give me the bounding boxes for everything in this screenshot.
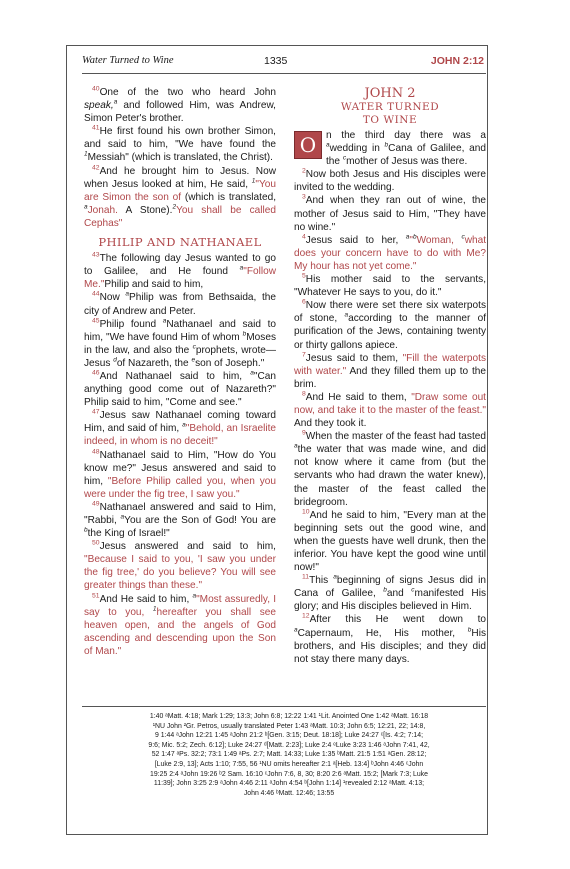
right-verse [294,168,486,194]
running-head-right: JOHN 2:12 [430,55,484,67]
words-of-christ: My hour has not yet come." [294,260,417,272]
footnote-marker: a [120,513,125,521]
verse-text: Jesus answered and said to him, [99,541,276,553]
footnote-marker: a [344,311,349,319]
footnote-line: 52 1:47 ᵃPs. 32:2; 73:1 1:49 ᵃPs. 2:7; Matt. 14:33; Luke 1:35 ᵇMatt. 21:5 1:51 ᵃGen. 28:12; [151,751,427,759]
footnote-marker: b [384,141,389,149]
verse-text: Nathanael said to Him, "How do You know me?" Jesus answered and said to him, [84,449,276,487]
footnote-line: ¹NU John ²Gr. Petros, usually translated Peter 1:43 ᵃMatt. 10:3; John 6:5; 12:21, 22; 14:8, [152,722,426,730]
verse-text: After this He went down to [309,614,486,626]
words-of-christ: hereafter [156,606,197,618]
footnote-marker: a [192,592,197,600]
right-verse [294,613,486,665]
verse-text: Andrew, Simon Peter's brother. [84,100,276,125]
verse-number: 2 [302,167,306,175]
words-of-christ: Jonah. [87,204,126,216]
verse-text: And he said to him, "Every man at the beginning sets out the good wine, and when the guests have well drunk, then the inferior. You have kept the good wine until now!" [294,509,486,574]
verse-number: 7 [302,351,306,359]
footnote-marker: b [412,233,417,241]
verse-number: 47 [92,408,100,416]
footnote-marker: a [326,141,330,149]
verse-text: Moses in the law, and also the [84,331,276,356]
footnote-line: [Luke 2:9, 13]; Acts 1:10; 7:55, 56 ¹NU omits hereafter 2:1 ᵃ[Heb. 13:4] ᵇJohn 4:46 ᶜJohn [154,760,424,768]
verse-text: And He said to him, [99,593,193,605]
words-of-christ: "Most assuredly, I say to you, [84,593,277,618]
footnote-marker: a [333,573,337,581]
words-of-christ: what does your concern have to do with Me? [294,234,487,259]
words-of-christ: an Israelite indeed, in whom is no deceit!" [84,423,276,448]
verse-text: n the third day there was a [326,130,486,141]
section-heading [294,101,486,126]
left-verse [84,252,276,291]
footnote-line: John 4:46 ᵇMatt. 12:46; 13:55 [243,789,335,797]
verse-number: 43 [92,251,100,259]
footnote-line: 11:39]; John 3:25 2:9 ᵃJohn 4:46 2:11 ᵃJohn 4:54 ᵇ[John 1:14] ¹revealed 2:12 ᵃMatt. 4:13; [153,780,425,788]
verse-text: according to the manner of purification of the Jews, containing twenty or thirty gallons apiece. [294,313,486,351]
verse-text: A Stone). [125,204,173,216]
words-of-christ: "Draw some out now, and take it to the master of the feast." [294,391,486,416]
verse-text: And He said to them, [305,391,412,403]
verse-text: Messiah" (which is translated, the Christ). [87,152,273,164]
verse-text: He first found his own brother Simon, and said to him, "We have found the [84,126,276,151]
words-of-christ: You shall be called Cephas" [84,204,276,229]
words-of-christ: "Because I said to you, 'I saw you under the fig tree,' do you believe? You will see greater things than these." [84,554,276,592]
verse-number: 48 [92,448,100,456]
verse-number: 46 [92,369,100,377]
page-number: 1335 [264,55,288,67]
footnotes [92,712,486,798]
footnote-marker: a [250,369,254,377]
verse-text: beginning of signs Jesus did in Cana of Galilee, [294,575,486,600]
left-verse [84,165,276,230]
footnote-marker: c [411,586,415,594]
section-heading-line: TO WINE [362,113,418,126]
verse-number: 49 [92,500,100,508]
verse-number: 45 [92,317,100,325]
left-verse [84,86,276,125]
verse-number: 10 [302,508,310,516]
right-verse [294,352,486,391]
footnote-line: 1:40 ᵃMatt. 4:18; Mark 1:29; 13:3; John 6:8; 12:22 1:41 ¹Lit. Anointed One 1:42 ᵃMatt. 16:18 [149,713,429,720]
right-verse [294,234,486,273]
words-of-christ: "Fill the waterpots with water." [294,352,486,377]
verse-number: 44 [92,291,100,299]
footnote-marker: 1 [84,151,88,159]
verse-text: And when they ran out of wine, the mother of Jesus said to Him, "They have no wine." [294,195,486,233]
verse-text: mother of Jesus was there. [346,156,468,168]
verse-text: wedding in [329,143,385,155]
verse-text: Capernaum, He, His mother, [297,627,468,639]
words-of-christ: "Follow Me." [84,266,276,291]
section-heading-line: WATER TURNED [340,101,440,113]
verse-text: And Nathanael said to him, [99,370,251,382]
verse-text: prophets, wrote—Jesus [84,344,277,369]
verse-text: This [309,575,334,587]
verse-text: His mother said to the servants, "Whatever He says to you, do it." [294,274,486,299]
words-of-christ: "Behold, [185,423,227,435]
verse-number: 4 [302,233,306,241]
verse-text: His brothers, and His disciples; and they did not stay there many days. [294,627,486,665]
footnote-line: 9:6; Mic. 5:2; Zech. 6:12]; Luke 24:27 ᵈ[Matt. 2:23]; Luke 2:4 ᵉLuke 3:23 1:46 ᵃJohn 7:41, 42, [148,741,430,749]
verse-text: And they took it. [294,418,367,430]
verse-text: manifested His glory; and His disciples believed in Him. [294,588,486,613]
right-verse [294,129,486,168]
footnote-marker: a [162,317,167,325]
verse-number: 5 [302,272,306,280]
drop-cap: O [294,131,322,159]
left-column [84,86,276,658]
verse-text: "Can anything good come out of Nazareth?" Philip said to him, "Come and see." [84,370,276,409]
footnote-marker: b [383,586,387,594]
verse-text: One of the two who heard John [99,87,276,98]
footnote-marker: 1 [251,177,256,185]
verse-text: and [386,588,412,600]
verse-text: the King of Israel!" [87,528,170,540]
left-verse [84,318,276,370]
left-verse [84,540,276,592]
words-of-christ: " [409,234,413,246]
right-verse [294,574,486,613]
verse-text: Nathanael and said to him, "We have found Him of whom [84,318,276,343]
words-of-christ: you shall see heaven open, and the angels of God ascending and descending upon the Son of Man." [84,606,276,657]
verse-text: of Nazareth, the [116,357,192,369]
words-of-christ: Woman, [416,234,462,246]
running-head-left: Water Turned to Wine [82,55,174,66]
verse-number: 42 [92,164,100,172]
verse-text: Nathanael answered and said to Him, "Rabbi, [84,501,276,526]
left-verse [84,501,276,540]
verse-number: 50 [92,539,100,547]
verse-number: 41 [92,124,100,132]
right-verse [294,509,486,574]
verse-text: Jesus said to them, [305,352,403,364]
footnote-marker: a [182,421,186,429]
left-verse [84,125,276,164]
footnote-marker: b [84,526,88,534]
footnote-marker: a [125,291,129,299]
footnote-marker: c [461,233,465,241]
verse-number: 6 [302,298,306,306]
words-of-christ: "You are Simon the son of [84,178,276,203]
footnote-marker: a [294,442,298,450]
verse-text: Philip found [99,318,163,330]
right-verse [294,299,486,351]
italic-text: speak, [84,100,114,112]
verse-text: Cana of Galilee, and the [326,143,486,168]
right-verse [294,273,486,299]
verse-text: Jesus said to her, [305,234,406,246]
footnote-marker: d [113,356,117,364]
footnote-marker: c [342,154,347,162]
left-verse [84,593,276,658]
left-verse [84,291,276,317]
footnote-marker: b [467,626,472,634]
verse-text: You are the Son of God! You are [124,515,276,526]
footnote-marker: c [192,343,196,351]
left-verse [84,449,276,501]
left-verse [84,409,276,448]
verse-text: Philip was from Bethsaida, the city of Andrew and Peter. [84,292,276,317]
footnote-marker: 2 [172,203,177,211]
footnote-marker: e [191,356,196,364]
right-column [294,86,486,666]
footnote-line: 19:25 2:4 ᵃJohn 19:26 ᵇ2 Sam. 16:10 ᶜJohn 7:6, 8, 30; 8:20 2:6 ᵃMatt. 15:2; [Mark 7:3; Luke [150,770,428,778]
verse-text: Philip and said to him, [104,279,204,291]
footnote-marker: a [405,233,410,241]
verse-text: The following day Jesus wanted to go to Galilee, and He found [84,253,276,278]
chapter-title: JOHN 2 [364,86,416,101]
footnote-marker: a [294,626,298,634]
words-of-christ: "Before Philip called you, when you were under the fig tree, I saw you." [84,475,277,500]
verse-text: son of Joseph." [195,357,265,369]
right-verse [294,430,486,509]
verse-number: 11 [302,573,310,581]
verse-number: 12 [302,613,310,621]
verse-text: And he brought him to Jesus. Now when Jesus looked at him, He said, [84,165,276,190]
header-rule [82,73,486,74]
right-verse [294,194,486,233]
verse-text: and followed Him, was [117,100,240,112]
left-verse [84,370,276,409]
footnote-line: 9 1:44 ᵃJohn 12:21 1:45 ᵃJohn 21:2 ᵇ[Gen. 3:15; Deut. 18:18]; Luke 24:27 ᶜ[Is. 4:2; 7:14; [155,732,423,740]
footnote-marker: 1 [152,605,157,613]
verse-text: the water that was made wine, and did not know where it came from (but the servants who had drawn the water knew), the master of the feast called the bridegroom. [294,444,486,508]
verse-number: 51 [92,592,100,600]
verse-number: 3 [302,194,306,202]
verse-text: When the master of the feast had tasted [305,431,486,443]
verse-text: Now [99,292,126,304]
verse-number: 9 [302,429,306,437]
verse-number: 8 [302,390,306,398]
section-heading: PHILIP AND NATHANAEL [98,235,262,250]
verse-text: Now there were set there six waterpots of stone, [294,300,486,325]
footnote-marker: a [84,203,88,211]
verse-text: And they filled them up to the brim. [294,365,486,390]
verse-text: Now both Jesus and His disciples were invited to the wedding. [294,169,486,194]
footnote-marker: a [113,98,118,106]
footnote-marker: b [242,330,247,338]
verse-number: 40 [92,85,100,93]
verse-text: Jesus saw Nathanael coming toward Him, and said of him, [84,410,276,435]
footnote-marker: a [239,264,244,272]
footnote-rule [82,706,486,707]
right-verse [294,391,486,430]
verse-text: (which is translated, [184,191,276,203]
